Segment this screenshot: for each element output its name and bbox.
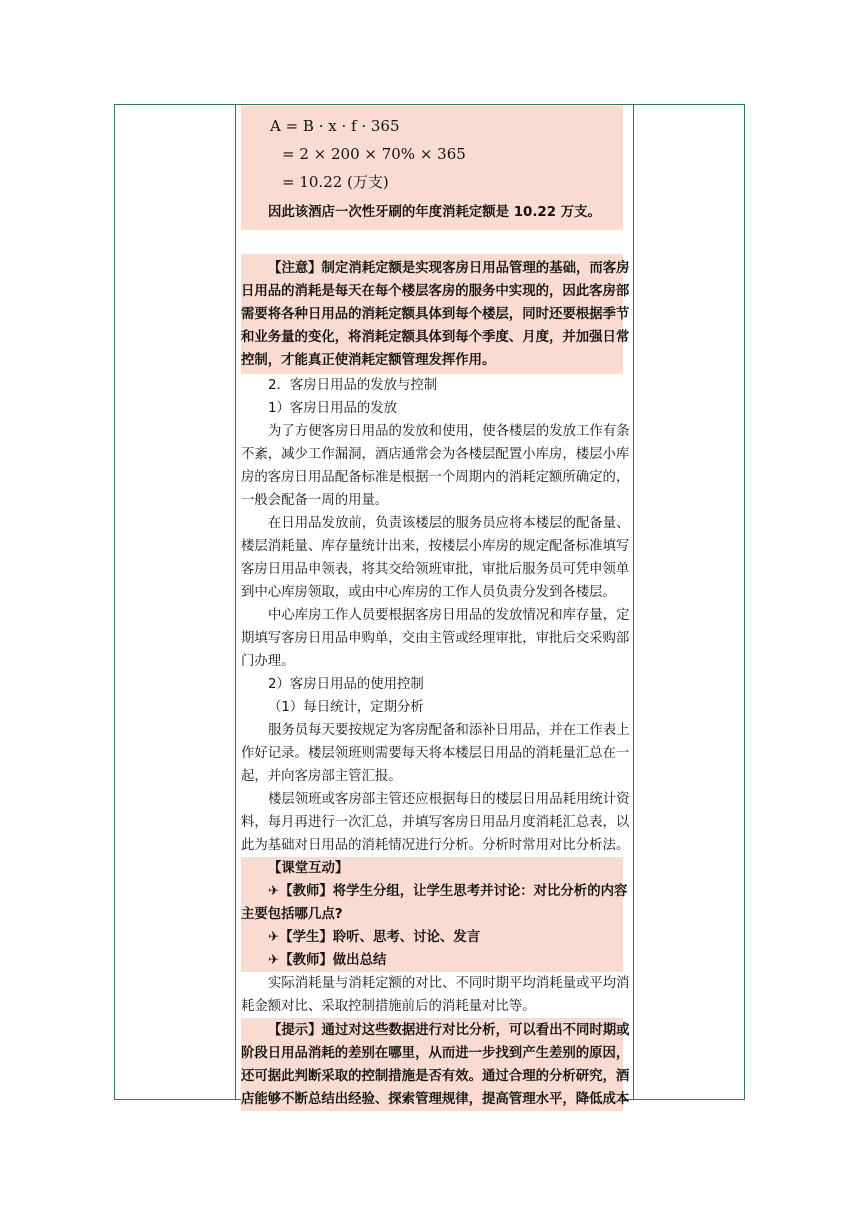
paragraph-line: 服务员每天要按规定为客房配备和添补日用品，并在工作表上 — [268, 723, 630, 738]
paragraph-line: 楼层消耗量、库存量统计出来，按楼层小库房的规定配备标准填写 — [241, 539, 630, 554]
paragraph-line: 期填写客房日用品申购单，交由主管或经理审批，审批后交采购部 — [241, 631, 630, 646]
paragraph-line: 客房日用品申领表，将其交给领班审批，审批后服务员可凭申领单 — [241, 562, 630, 577]
notice-line: 需要将各种日用品的消耗定额具体到每个楼层，同时还要根据季节 — [241, 307, 630, 322]
interaction-title: 【课堂互动】 — [268, 861, 349, 876]
paragraph-daily-record — [241, 719, 630, 788]
paragraph-line: 耗金额对比、采取控制措施前后的消耗量对比等。 — [241, 999, 536, 1014]
paragraph-line: 此为基础对日用品的消耗情况进行分析。分析时常用对比分析法。 — [241, 838, 630, 853]
interaction-student-line: ✈【学生】聆听、思考、讨论、发言 — [268, 930, 481, 945]
paragraph-line: 楼层领班或客房部主管还应根据每日的楼层日用品耗用统计资 — [268, 792, 630, 807]
tip-line: 还可据此判断采取的控制措施是否有效。通过合理的分析研究，酒 — [241, 1069, 630, 1084]
table-divider-left — [235, 105, 236, 1099]
spacer — [241, 230, 623, 254]
interaction-teacher-line: 主要包括哪几点? — [241, 907, 343, 922]
paragraph-line: 作好记录。楼层领班则需要每天将本楼层日用品的消耗量汇总在一 — [241, 746, 630, 761]
subsubsection-heading: （1）每日统计，定期分析 — [268, 700, 424, 715]
notice-line: 控制，才能真正使消耗定额管理发挥作用。 — [241, 353, 496, 368]
notice-line: 和业务量的变化，将消耗定额具体到每个季度、月度，并加强日常 — [241, 330, 630, 345]
paragraph-line: 实际消耗量与消耗定额的对比、不同时期平均消耗量或平均消 — [268, 976, 630, 991]
formula-line-2: = 2 × 200 × 70% × 365 — [282, 145, 466, 163]
paragraph-line: 房的客房日用品配备标准是根据一个周期内的消耗定额所确定的， — [241, 470, 630, 485]
formula-line-3: = 10.22 (万支) — [282, 173, 389, 191]
conclusion-text: 因此该酒店一次性牙刷的年度消耗定额是 10.22 万支。 — [268, 205, 601, 220]
paragraph-line: 一般会配备一周的用量。 — [241, 493, 389, 508]
interaction-summary-line: ✈【教师】做出总结 — [268, 953, 387, 968]
content-column — [241, 106, 630, 1107]
paragraph-line: 门办理。 — [241, 654, 295, 669]
notice-line: 日用品的消耗是每天在每个楼层客房的服务中实现的，因此客房部 — [241, 284, 630, 299]
paragraph-purchase — [241, 604, 630, 673]
notice-block — [241, 254, 630, 374]
interaction-teacher-line: ✈【教师】将学生分组，让学生思考并讨论：对比分析的内容 — [268, 884, 628, 899]
interaction-block — [241, 857, 628, 972]
paragraph-line: 料，每月再进行一次汇总，并填写客房日用品月度消耗汇总表，以 — [241, 815, 630, 830]
paragraph-line: 中心库房工作人员要根据客房日用品的发放情况和库存量，定 — [268, 608, 630, 623]
paragraph-monthly-summary — [241, 788, 630, 857]
paragraph-line: 在日用品发放前，负责该楼层的服务员应将本楼层的配备量、 — [268, 516, 630, 531]
paragraph-line: 不紊，减少工作漏洞，酒店通常会为各楼层配置小库房，楼层小库 — [241, 447, 630, 462]
paragraph-requisition — [241, 512, 630, 604]
subsection-heading: 1）客房日用品的发放 — [268, 401, 398, 416]
paragraph-line: 为了方便客房日用品的发放和使用，使各楼层的发放工作有条 — [268, 424, 630, 439]
tip-block — [241, 1018, 630, 1111]
formula-line-1: A = B · x · f · 365 — [270, 117, 400, 135]
paragraph-comparison — [241, 972, 630, 1018]
tip-line: 阶段日用品消耗的差别在哪里，从而进一步找到产生差别的原因， — [241, 1046, 630, 1061]
paragraph-line: 到中心库房领取，或由中心库房的工作人员负责分发到各楼层。 — [241, 585, 616, 600]
table-divider-right — [633, 105, 634, 1099]
subsection-heading: 2）客房日用品的使用控制 — [268, 677, 424, 692]
tip-line: 【提示】通过对这些数据进行对比分析，可以看出不同时期或 — [268, 1023, 630, 1038]
paragraph-distribution — [241, 420, 630, 512]
section-heading: 2．客房日用品的发放与控制 — [268, 378, 438, 393]
notice-line: 【注意】制定消耗定额是实现客房日用品管理的基础，而客房 — [268, 261, 630, 276]
paragraph-line: 起，并向客房部主管汇报。 — [241, 769, 402, 784]
formula-block — [241, 106, 623, 230]
tip-line: 店能够不断总结出经验、探索管理规律，提高管理水平，降低成本 — [241, 1092, 630, 1107]
